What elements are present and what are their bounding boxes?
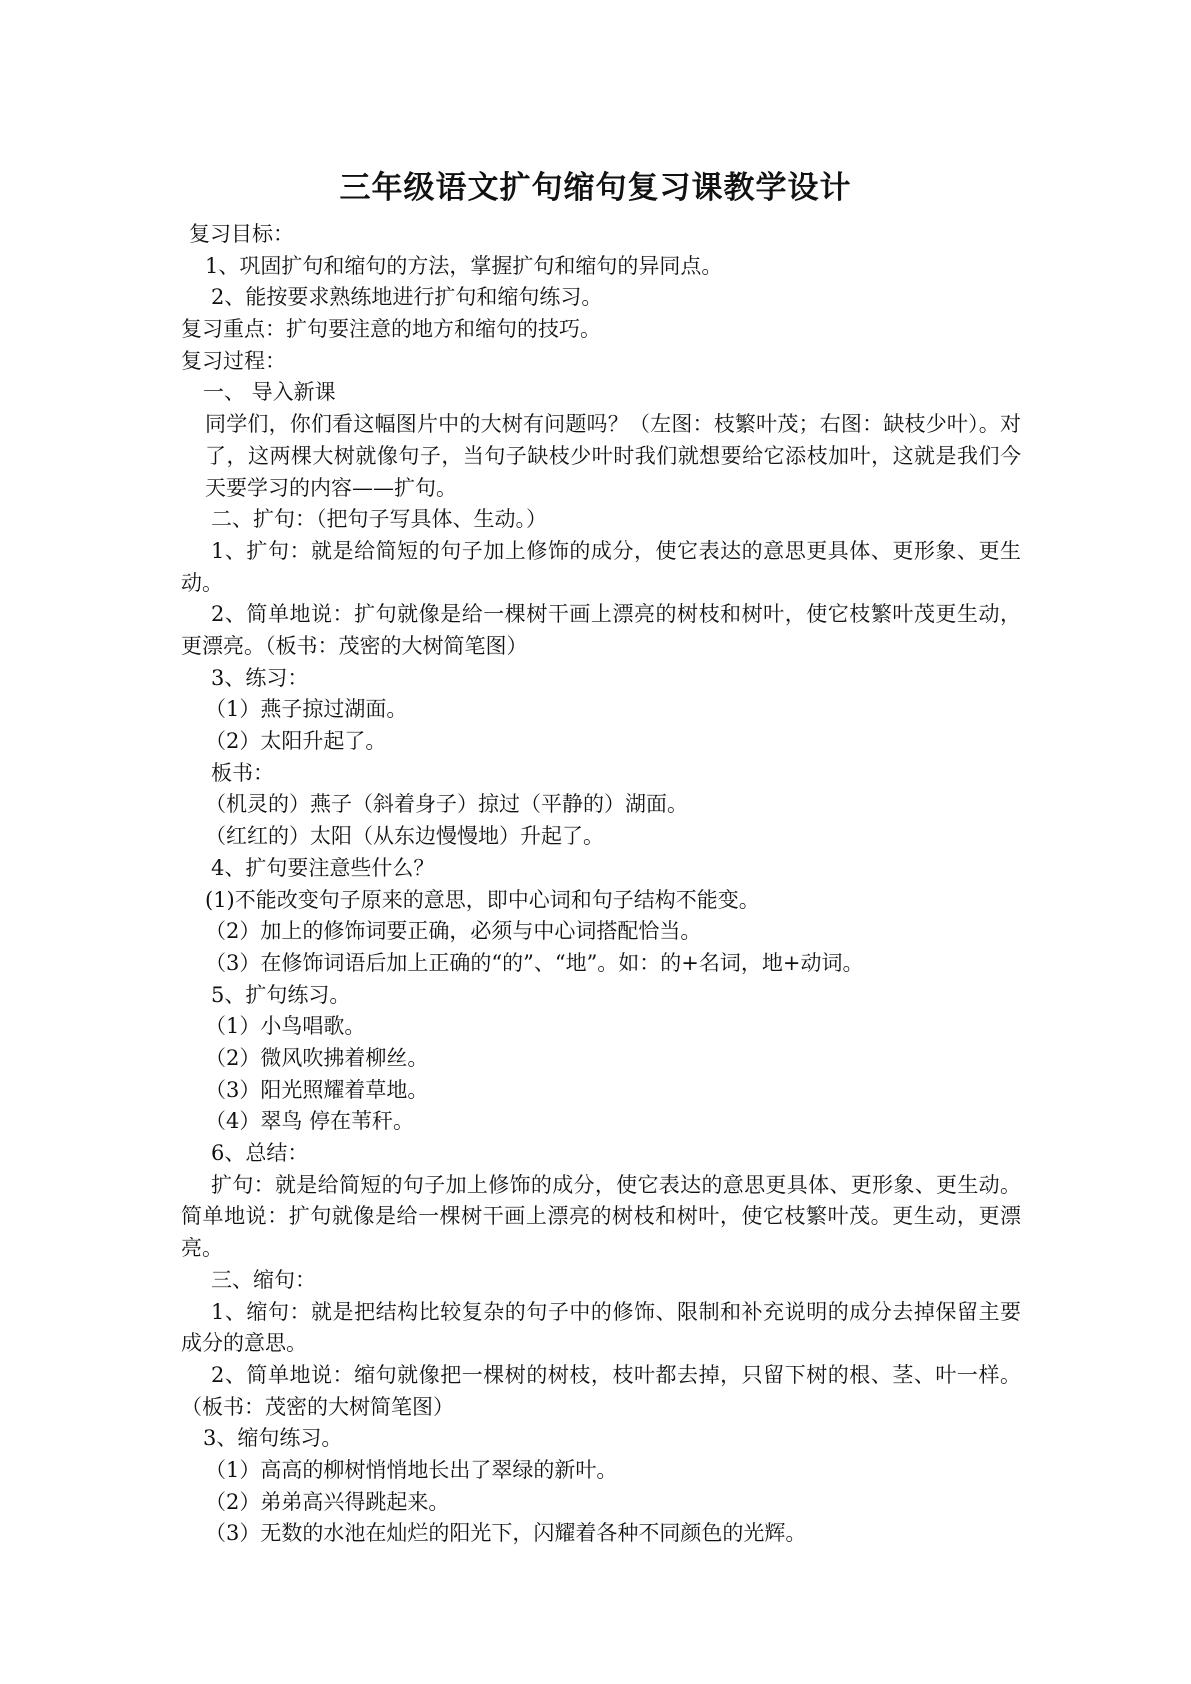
section-2-point-1: 1、扩句：就是给简短的句子加上修饰的成分，使它表达的意思更具体、更形象、更生动。 bbox=[181, 538, 1021, 595]
exercise-5-item-3: （3）阳光照耀着草地。 bbox=[205, 1077, 429, 1102]
section-2-heading: 二、扩句：（把句子写具体、生动。） bbox=[211, 507, 547, 532]
document-title: 三年级语文扩句缩句复习课教学设计 bbox=[339, 170, 852, 206]
note-item-3: （3）在修饰词语后加上正确的“的”、“地”。如：的+名词，地+动词。 bbox=[205, 950, 864, 975]
exercise-5-item-2: （2）微风吹拂着柳丝。 bbox=[205, 1045, 429, 1070]
exercise-3-item-2: （2）太阳升起了。 bbox=[205, 729, 387, 754]
section-2-point-4: 4、扩句要注意些什么？ bbox=[211, 855, 435, 880]
document-body bbox=[181, 219, 1021, 1550]
exercise-33-item-1: （1）高高的柳树悄悄地长出了翠绿的新叶。 bbox=[205, 1458, 618, 1483]
process-heading: 复习过程： bbox=[181, 348, 286, 373]
board-line-1: （机灵的）燕子（斜着身子）掠过（平静的）湖面。 bbox=[205, 792, 688, 817]
goal-item-1: 1、巩固扩句和缩句的方法，掌握扩句和缩句的异同点。 bbox=[205, 253, 723, 278]
exercise-5-item-1: （1）小鸟唱歌。 bbox=[205, 1014, 366, 1039]
section-2-point-2: 2、简单地说：扩句就像是给一棵树干画上漂亮的树枝和树叶，使它枝繁叶茂更生动，更漂亮。（板书：茂密的大树简笔图） bbox=[181, 602, 1021, 659]
section-1-paragraph: 同学们，你们看这幅图片中的大树有问题吗？（左图：枝繁叶茂；右图：缺枝少叶）。对了，这两棵大树就像句子，当句子缺枝少叶时我们就想要给它添枝加叶，这就是我们今天要学习的内容——扩句。 bbox=[205, 412, 1021, 500]
section-3-point-2: 2、简单地说：缩句就像把一棵树的树枝，枝叶都去掉，只留下树的根、茎、叶一样。（板书：茂密的大树简笔图） bbox=[181, 1362, 1021, 1419]
board-line-2: （红红的）太阳（从东边慢慢地）升起了。 bbox=[205, 824, 604, 849]
goal-item-2: 2、能按要求熟练地进行扩句和缩句练习。 bbox=[211, 285, 603, 310]
summary-paragraph: 扩句：就是给简短的句子加上修饰的成分，使它表达的意思更具体、更形象、更生动。简单地说：扩句就像是给一棵树干画上漂亮的树枝和树叶，使它枝繁叶茂。更生动，更漂亮。 bbox=[181, 1172, 1021, 1261]
section-3-point-1: 1、缩句：就是把结构比较复杂的句子中的修饰、限制和补充说明的成分去掉保留主要成分的意思。 bbox=[181, 1299, 1021, 1356]
section-2-point-5: 5、扩句练习。 bbox=[211, 982, 351, 1007]
exercise-33-item-2: （2）弟弟高兴得跳起来。 bbox=[205, 1489, 450, 1514]
section-3-point-3: 3、缩句练习。 bbox=[203, 1426, 343, 1451]
section-2-point-6: 6、总结： bbox=[211, 1141, 309, 1166]
goal-heading: 复习目标： bbox=[189, 222, 294, 246]
board-label: 板书： bbox=[211, 760, 274, 785]
note-item-2: （2）加上的修饰词要正确，必须与中心词搭配恰当。 bbox=[205, 919, 702, 944]
exercise-5-item-4: （4）翠鸟 停在苇秆。 bbox=[205, 1109, 415, 1134]
exercise-3-item-1: （1）燕子掠过湖面。 bbox=[205, 697, 408, 722]
note-item-1: (1)不能改变句子原来的意思，即中心词和句子结构不能变。 bbox=[205, 887, 760, 912]
section-2-point-3: 3、练习： bbox=[211, 665, 309, 690]
section-3-heading: 三、缩句： bbox=[211, 1267, 316, 1292]
section-1-heading: 一、 导入新课 bbox=[203, 380, 336, 405]
key-points: 复习重点：扩句要注意的地方和缩句的技巧。 bbox=[181, 317, 601, 342]
exercise-33-item-3: （3）无数的水池在灿烂的阳光下，闪耀着各种不同颜色的光辉。 bbox=[205, 1521, 807, 1546]
